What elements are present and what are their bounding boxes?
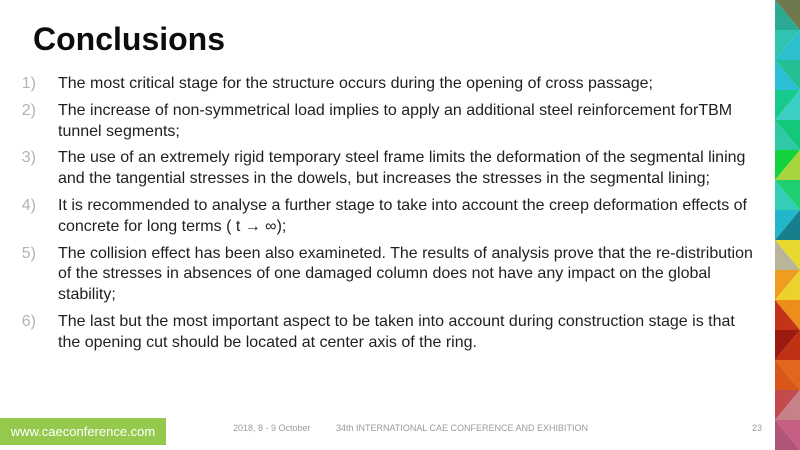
list-item-text: The last but the most important aspect to be taken into account during construction stage is that the opening cut should be located at center axis of the ring. [58,312,735,351]
list-item-number: 2) [21,101,36,119]
list-item [0,244,762,306]
list-item-number: 4) [21,196,36,214]
list-item-text: The collision effect has been also examineted. The results of analysis prove that the re-distribution of the stresses in absences of one damaged column does not have any impact on the global stability; [58,244,753,304]
list-item [0,196,762,238]
conclusions-list [0,74,762,360]
footer-date: 2018, 8 - 9 October [233,423,311,433]
list-item-number: 1) [21,75,36,92]
list-item [0,312,762,354]
decorative-mosaic-strip [775,0,800,450]
website-badge[interactable] [0,418,166,445]
list-item-number: 3) [21,149,36,167]
website-link-label: www.caeconference.com [10,424,156,439]
list-item-text: The most critical stage for the structure occurs during the opening of cross passage; [58,75,653,92]
footer-conference-title: 34th INTERNATIONAL CAE CONFERENCE AND EXHIBITION [336,423,589,433]
slide-title: Conclusions [33,21,226,57]
list-item-number: 6) [21,312,36,330]
list-item-text: It is recommended to analyse a further stage to take into account the creep deformation effects of concrete for long terms ( t → ∞); [58,196,747,235]
list-item-text: The use of an extremely rigid temporary steel frame limits the deformation of the segmental lining and the tangential stresses in the dowels, but increases the stresses in the segmental lining; [58,149,746,188]
list-item-number: 5) [21,244,36,262]
page-number: 23 [752,423,763,433]
list-item-text: The increase of non-symmetrical load implies to apply an additional steel reinforcement forTBM tunnel segments; [58,101,733,140]
list-item [0,101,762,143]
list-item [0,148,762,190]
list-item [0,74,762,95]
